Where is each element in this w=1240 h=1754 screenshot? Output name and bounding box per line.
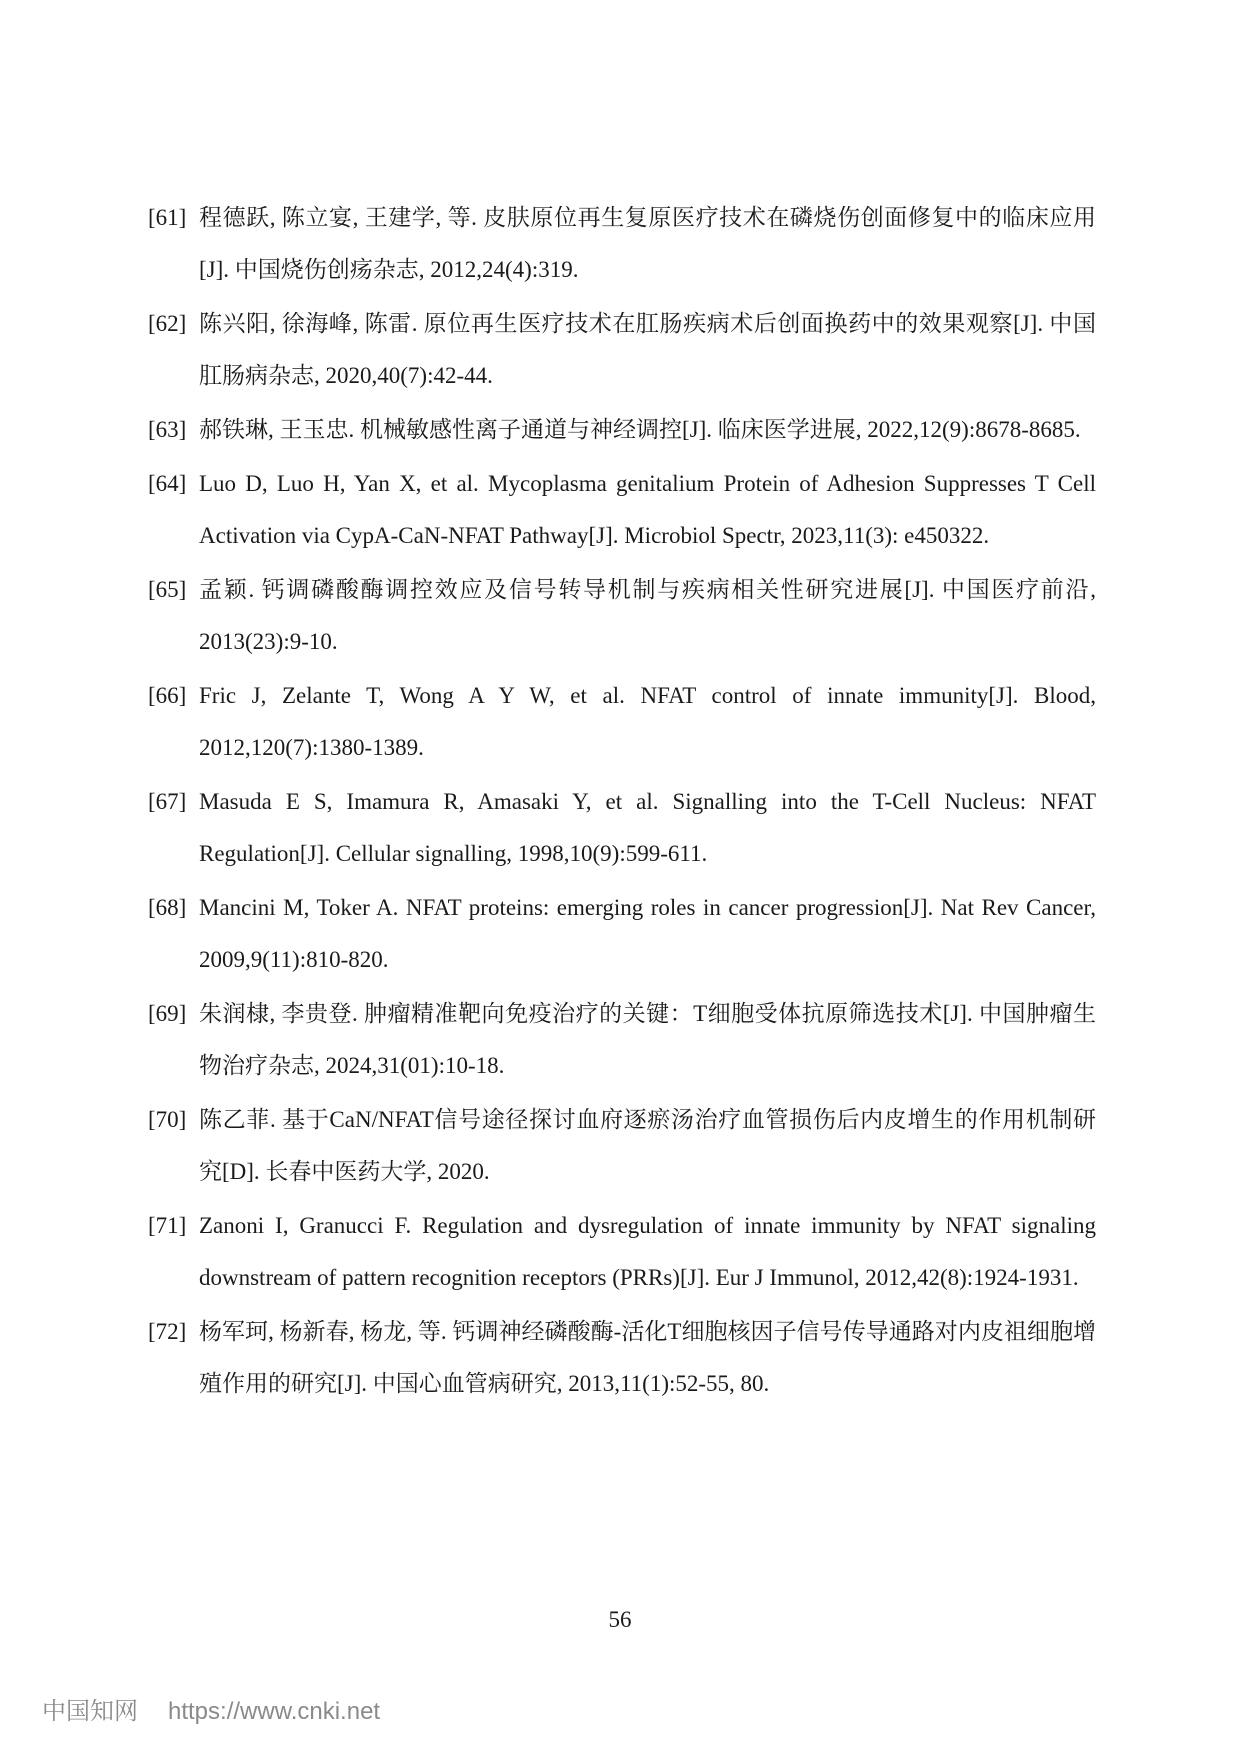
reference-number: [63]	[148, 417, 187, 442]
reference-item	[148, 205, 1096, 296]
reference-text: Zanoni I, Granucci F. Regulation and dysregulation of innate immunity by NFAT signaling downstream of pattern recognition receptors (PRRs)[J]. Eur J Immunol, 2012,42(8):1924-1931.	[199, 1213, 1096, 1290]
reference-item	[148, 789, 1096, 880]
reference-number: [64]	[148, 471, 187, 496]
reference-text: Mancini M, Toker A. NFAT proteins: emerging roles in cancer progression[J]. Nat Rev Cancer, 2009,9(11):810-820.	[199, 895, 1096, 972]
reference-text: Masuda E S, Imamura R, Amasaki Y, et al. Signalling into the T-Cell Nucleus: NFAT Regulation[J]. Cellular signalling, 1998,10(9):599-611.	[199, 789, 1096, 866]
reference-number: [66]	[148, 683, 187, 708]
cnki-logo: 中国知网	[42, 1698, 138, 1725]
reference-text: 陈兴阳, 徐海峰, 陈雷. 原位再生医疗技术在肛肠疾病术后创面换药中的效果观察[J]. 中国肛肠病杂志, 2020,40(7):42-44.	[199, 311, 1096, 388]
cnki-url: https://www.cnki.net	[168, 1698, 381, 1725]
reference-number: [62]	[148, 311, 187, 336]
reference-text: 朱润棣, 李贵登. 肿瘤精准靶向免疫治疗的关键：T细胞受体抗原筛选技术[J]. 中国肿瘤生物治疗杂志, 2024,31(01):10-18.	[199, 1001, 1096, 1078]
reference-text: 陈乙菲. 基于CaN/NFAT信号途径探讨血府逐瘀汤治疗血管损伤后内皮增生的作用机制研究[D]. 长春中医药大学, 2020.	[199, 1107, 1096, 1184]
reference-item	[148, 1001, 1096, 1092]
page-number: 56	[608, 1607, 632, 1632]
reference-text: 郝铁琳, 王玉忠. 机械敏感性离子通道与神经调控[J]. 临床医学进展, 2022,12(9):8678-8685.	[199, 417, 1081, 442]
reference-number: [72]	[148, 1319, 187, 1344]
reference-list	[148, 205, 1096, 1425]
cnki-watermark	[42, 1697, 380, 1727]
reference-text: 程德跃, 陈立宴, 王建学, 等. 皮肤原位再生复原医疗技术在磷烧伤创面修复中的临床应用[J]. 中国烧伤创疡杂志, 2012,24(4):319.	[199, 205, 1096, 282]
reference-text: Fric J, Zelante T, Wong A Y W, et al. NFAT control of innate immunity[J]. Blood, 2012,120(7):1380-1389.	[199, 683, 1096, 760]
reference-text: 杨军珂, 杨新春, 杨龙, 等. 钙调神经磷酸酶-活化T细胞核因子信号传导通路对内皮祖细胞增殖作用的研究[J]. 中国心血管病研究, 2013,11(1):52-55, 80.	[199, 1319, 1096, 1396]
reference-item	[148, 1107, 1096, 1198]
reference-item	[148, 683, 1096, 774]
reference-number: [68]	[148, 895, 187, 920]
reference-item	[148, 577, 1096, 668]
reference-text: Luo D, Luo H, Yan X, et al. Mycoplasma genitalium Protein of Adhesion Suppresses T Cell Activation via CypA-CaN-NFAT Pathway[J]. Microbiol Spectr, 2023,11(3): e450322.	[199, 471, 1096, 548]
reference-number: [61]	[148, 205, 187, 230]
reference-item	[148, 417, 1096, 456]
reference-number: [71]	[148, 1213, 187, 1238]
reference-item	[148, 895, 1096, 986]
reference-item	[148, 471, 1096, 562]
reference-item	[148, 311, 1096, 402]
reference-number: [65]	[148, 577, 187, 602]
reference-text: 孟颖. 钙调磷酸酶调控效应及信号转导机制与疾病相关性研究进展[J]. 中国医疗前沿, 2013(23):9-10.	[199, 577, 1096, 654]
reference-number: [69]	[148, 1001, 187, 1026]
reference-number: [67]	[148, 789, 187, 814]
reference-item	[148, 1213, 1096, 1304]
reference-number: [70]	[148, 1107, 187, 1132]
reference-item	[148, 1319, 1096, 1410]
